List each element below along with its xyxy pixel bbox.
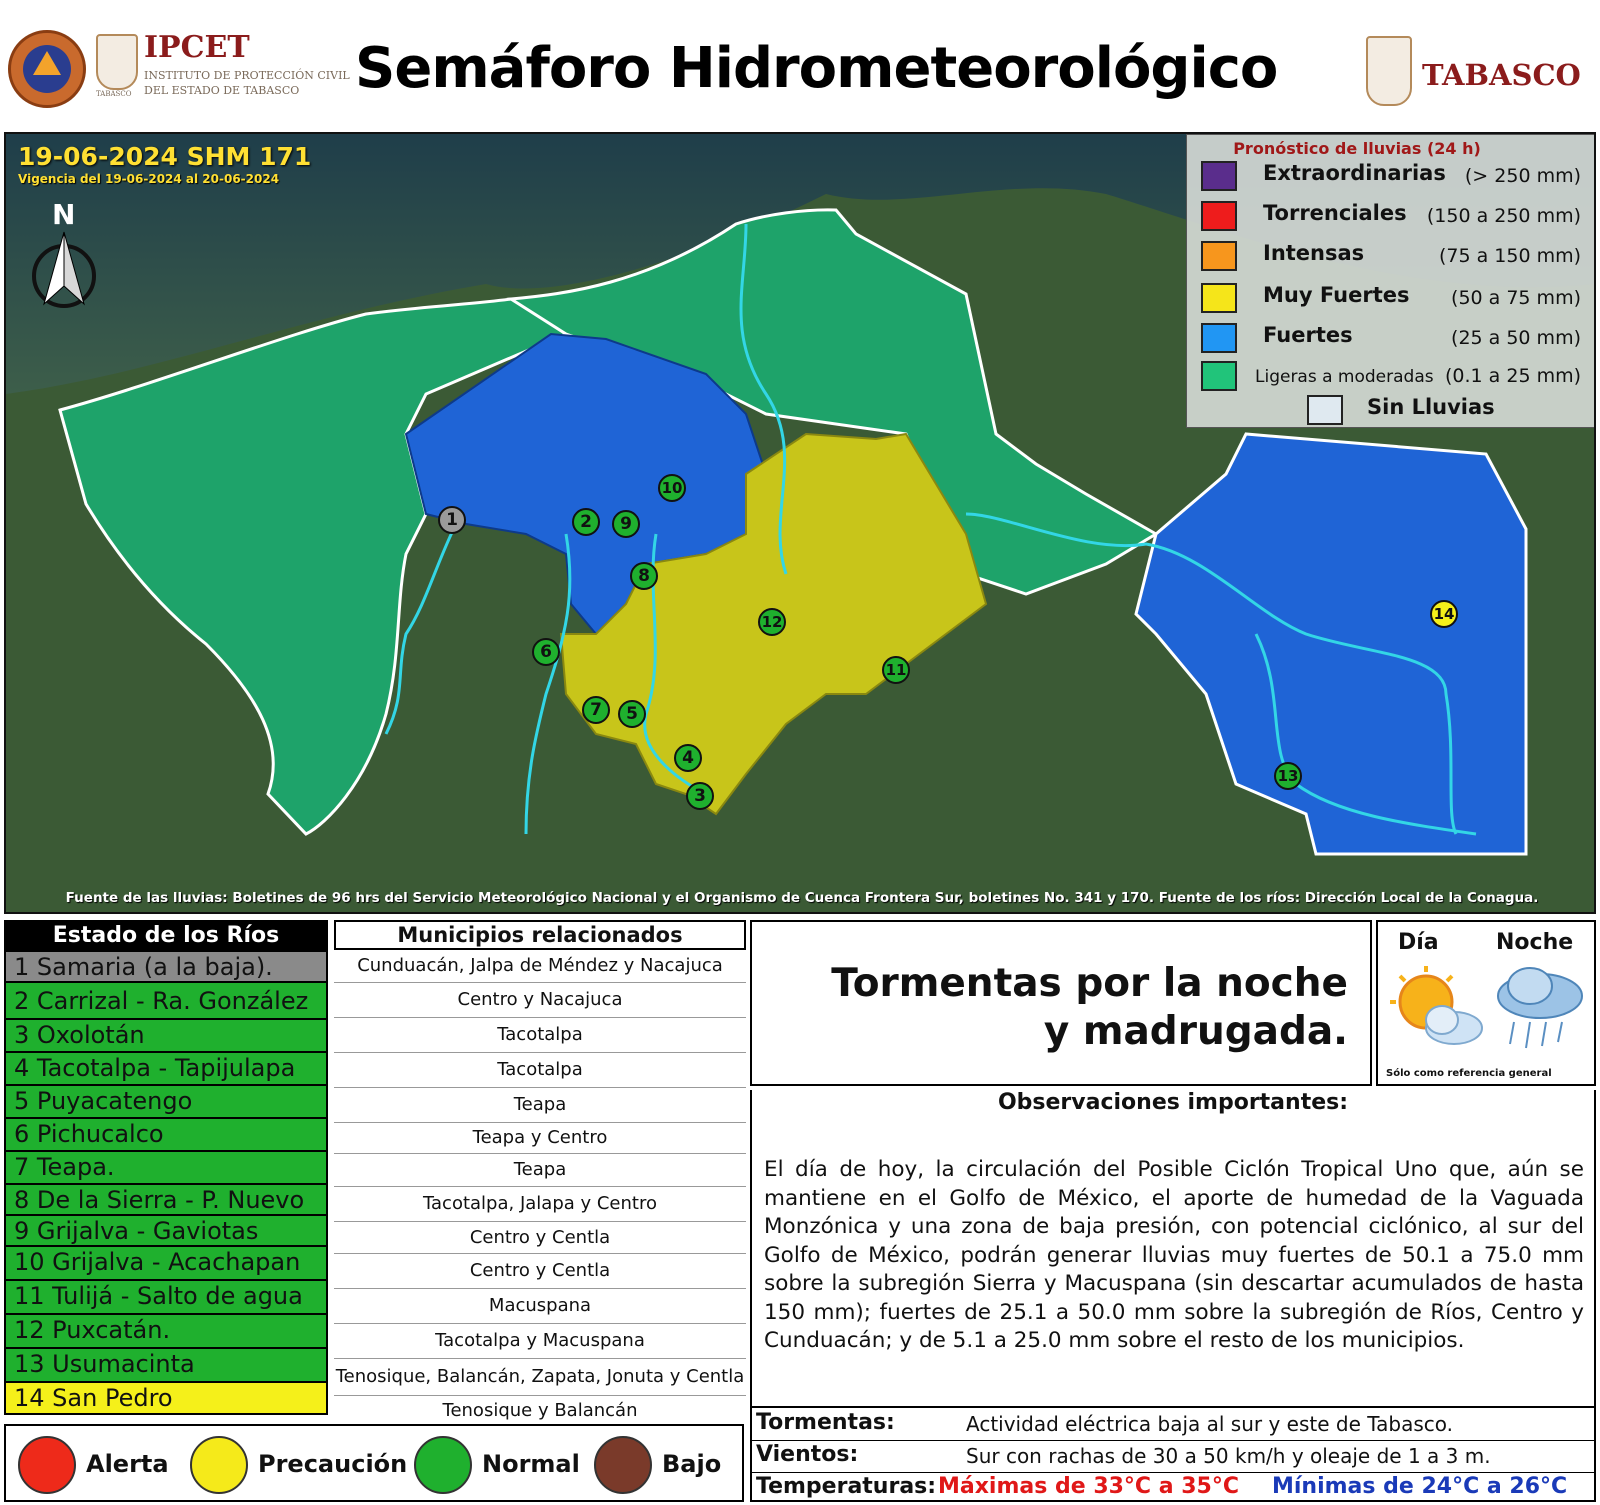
river-row-3: 3 Oxolotán	[4, 1020, 328, 1053]
forecast-box	[750, 920, 1372, 1086]
status-dot-alerta	[18, 1436, 76, 1494]
legend-item-extraordinarias: Extraordinarias (> 250 mm)	[1201, 159, 1591, 193]
muni-row-4: Tacotalpa	[334, 1053, 746, 1088]
state-shield-icon	[1366, 36, 1412, 106]
river-marker-12[interactable]: 12	[758, 608, 786, 636]
river-marker-11[interactable]: 11	[882, 656, 910, 684]
muni-row-11: Macuspana	[334, 1289, 746, 1324]
forecast-text	[788, 960, 1348, 1056]
winds-label: Vientos:	[756, 1442, 859, 1467]
muni-row-3: Tacotalpa	[334, 1018, 746, 1053]
river-row-6: 6 Pichucalco	[4, 1119, 328, 1152]
river-row-5: 5 Puyacatengo	[4, 1086, 328, 1119]
river-row-9: 9 Grijalva - Gaviotas	[4, 1216, 328, 1247]
river-marker-9[interactable]: 9	[612, 510, 640, 538]
bulletin-id: 19-06-2024 SHM 171	[18, 142, 312, 171]
legend-item-ligeras: Ligeras a moderadas (0.1 a 25 mm)	[1201, 359, 1591, 393]
rivers-table	[4, 920, 328, 1415]
legend-swatch	[1201, 161, 1237, 191]
muni-row-2: Centro y Nacajuca	[334, 983, 746, 1018]
river-marker-10[interactable]: 10	[658, 474, 686, 502]
winds-row	[752, 1440, 1594, 1473]
legend-item-fuertes: Fuertes (25 a 50 mm)	[1201, 321, 1591, 355]
rain-cloud-icon	[1490, 958, 1590, 1058]
legend-title: Pronóstico de lluvias (24 h)	[1233, 139, 1481, 158]
sun-cloud-icon	[1386, 962, 1486, 1052]
north-arrow-icon	[24, 198, 104, 308]
tabasco-shield-icon	[96, 34, 138, 90]
map-panel	[4, 132, 1596, 914]
muni-row-13: Tenosique, Balancán, Zapata, Jonuta y Centla	[334, 1359, 746, 1396]
river-row-11: 11 Tulijá - Salto de agua	[4, 1281, 328, 1315]
rain-forecast-legend	[1186, 134, 1596, 428]
river-marker-13[interactable]: 13	[1274, 762, 1302, 790]
day-night-box	[1376, 920, 1596, 1086]
observations-title: Observaciones importantes:	[997, 1090, 1349, 1115]
header	[0, 0, 1600, 132]
state-name: TABASCO	[1422, 58, 1581, 92]
legend-swatch	[1201, 283, 1237, 313]
muni-row-9: Centro y Centla	[334, 1222, 746, 1254]
status-dot-bajo	[594, 1436, 652, 1494]
bulletin-validity: Vigencia del 19-06-2024 al 20-06-2024	[18, 172, 280, 186]
muni-row-10: Centro y Centla	[334, 1254, 746, 1289]
legend-swatch	[1201, 361, 1237, 391]
legend-item-intensas: Intensas (75 a 150 mm)	[1201, 239, 1591, 273]
legend-swatch	[1201, 323, 1237, 353]
river-row-12: 12 Puxcatán.	[4, 1315, 328, 1349]
legend-item-sin-lluvias: Sin Lluvias	[1307, 393, 1587, 427]
legend-item-muy-fuertes: Muy Fuertes (50 a 75 mm)	[1201, 281, 1591, 315]
muni-row-8: Tacotalpa, Jalapa y Centro	[334, 1187, 746, 1222]
river-marker-4[interactable]: 4	[674, 744, 702, 772]
source-note: Fuente de las lluvias: Boletines de 96 hrs del Servicio Meteorológico Nacional y el Organismo de Cuenca Frontera Sur, boletines No. 341 y 170. Fuente de los ríos: Dirección Local de la Conagua.	[65, 890, 1539, 906]
river-marker-8[interactable]: 8	[630, 562, 658, 590]
muni-row-1: Cunduacán, Jalpa de Méndez y Nacajuca	[334, 950, 746, 983]
org-acronym: IPCET	[144, 30, 250, 65]
legend-item-torrenciales: Torrenciales (150 a 250 mm)	[1201, 199, 1591, 233]
muni-row-6: Teapa y Centro	[334, 1123, 746, 1154]
muni-row-14: Tenosique y Balancán	[442, 1400, 638, 1421]
river-row-14: 14 San Pedro	[4, 1383, 328, 1415]
river-marker-7[interactable]: 7	[582, 696, 610, 724]
river-row-13: 13 Usumacinta	[4, 1349, 328, 1383]
conditions-box	[750, 1406, 1596, 1502]
night-label: Noche	[1496, 930, 1574, 955]
legend-swatch	[1307, 395, 1343, 425]
forecast-line-1: Tormentas por la noche	[831, 961, 1348, 1006]
org-small-label: TABASCO	[96, 90, 132, 98]
storms-label: Tormentas:	[756, 1410, 895, 1435]
page-title: Semáforo Hidrometeorológico	[355, 36, 1278, 101]
storms-value: Actividad eléctrica baja al sur y este de Tabasco.	[966, 1412, 1454, 1436]
reference-note: Sólo como referencia general	[1386, 1068, 1552, 1079]
muni-row-12: Tacotalpa y Macuspana	[334, 1324, 746, 1359]
legend-swatch	[1201, 241, 1237, 271]
civil-protection-logo	[8, 30, 86, 108]
municipalities-header: Municipios relacionados	[334, 920, 746, 950]
rivers-table-header: Estado de los Ríos	[4, 920, 328, 952]
compass-label: N	[52, 198, 76, 231]
river-row-8: 8 De la Sierra - P. Nuevo	[4, 1185, 328, 1216]
temperature-max: Máximas de 33°C a 35°C	[938, 1474, 1240, 1499]
observations-body: El día de hoy, la circulación del Posible Ciclón Tropical Uno que, aún se mantiene en el Golfo de México, el aporte de humedad de la Vaguada Monzónica y una zona de baja presión, con potencial ciclónico, al sur del Golfo de México, podrán generar lluvias muy fuertes de 50.1 a 75.0 mm sobre la subregión Sierra y Macuspana (sin descartar acumulados de hasta 150 mm); fuertes de 25.1 a 50.0 mm sobre la subregión de Ríos, Centro y Cunduacán; y de 5.1 a 25.0 mm sobre el resto de los municipios.	[764, 1157, 1584, 1353]
muni-row-5: Teapa	[334, 1088, 746, 1123]
temperatures-row	[752, 1472, 1594, 1504]
muni-row-7: Teapa	[334, 1154, 746, 1187]
river-marker-2[interactable]: 2	[572, 508, 600, 536]
temperature-min: Mínimas de 24°C a 26°C	[1272, 1474, 1568, 1499]
status-dot-normal	[414, 1436, 472, 1494]
river-marker-5[interactable]: 5	[618, 700, 646, 728]
river-marker-14[interactable]: 14	[1430, 600, 1458, 628]
river-row-1: 1 Samaria (a la baja).	[4, 952, 328, 983]
river-row-2: 2 Carrizal - Ra. González	[4, 983, 328, 1020]
temperatures-label: Temperaturas:	[756, 1474, 937, 1499]
observations-box	[750, 1090, 1596, 1410]
river-status-legend: Alerta Precaución Normal Bajo	[4, 1424, 744, 1502]
municipalities-table	[334, 920, 746, 1426]
forecast-line-2: y madrugada.	[1043, 1009, 1348, 1054]
storms-row	[752, 1408, 1594, 1441]
day-label: Día	[1398, 930, 1439, 955]
river-marker-1[interactable]: 1	[438, 506, 466, 534]
winds-value: Sur con rachas de 30 a 50 km/h y oleaje de 1 a 3 m.	[966, 1444, 1491, 1468]
status-dot-precaucion	[190, 1436, 248, 1494]
river-marker-6[interactable]: 6	[532, 638, 560, 666]
river-row-10: 10 Grijalva - Acachapan	[4, 1247, 328, 1281]
legend-swatch	[1201, 201, 1237, 231]
org-name: INSTITUTO DE PROTECCIÓN CIVIL DEL ESTADO DE TABASCO	[144, 69, 350, 97]
river-marker-3[interactable]: 3	[686, 782, 714, 810]
river-row-4: 4 Tacotalpa - Tapijulapa	[4, 1053, 328, 1086]
river-row-7: 7 Teapa.	[4, 1152, 328, 1185]
